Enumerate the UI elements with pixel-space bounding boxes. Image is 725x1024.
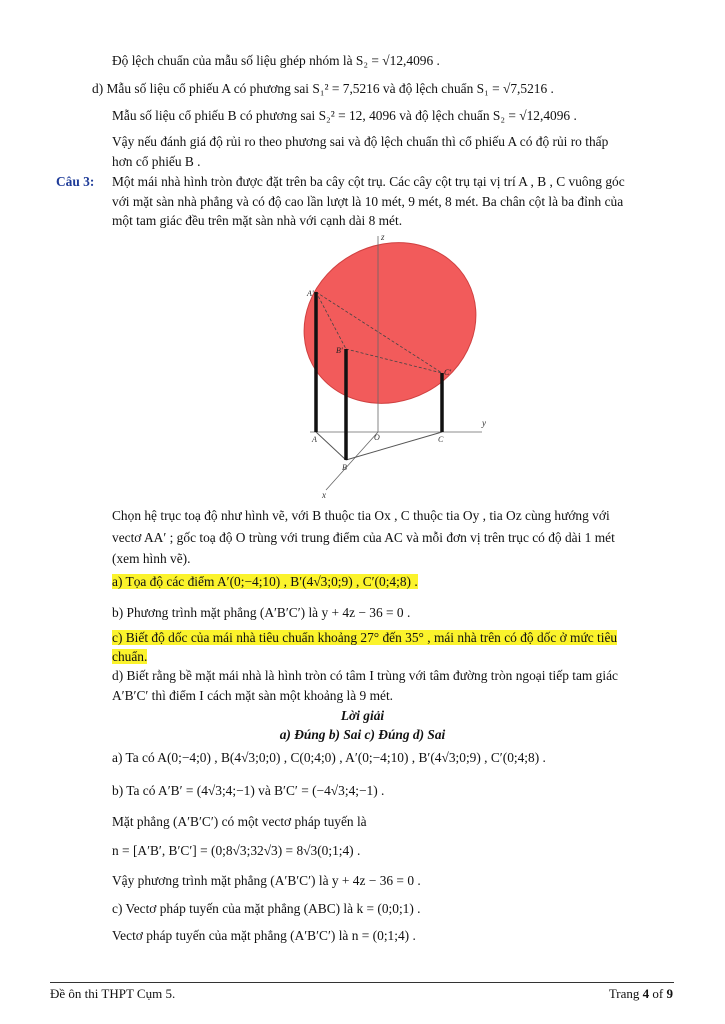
solution-line: b) Ta có A′B′ = (4√3;4;−1) và B′C′ = (−4√3;4;−1) . — [112, 783, 385, 798]
base-edge — [346, 432, 442, 460]
page-number — [609, 986, 673, 1002]
label-a-prime: A' — [307, 289, 314, 298]
solution-title: Lời giải — [340, 708, 385, 723]
text-line: d) Mẫu số liệu cổ phiếu A có phương sai S₁² = 7,5216 và độ lệch chuẩn S₁ = √7,5216 . — [92, 81, 554, 96]
text-line: (xem hình vẽ). — [112, 551, 191, 566]
footer-title: Đề ôn thi THPT Cụm 5. — [50, 986, 176, 1001]
question-text: một tam giác đều trên mặt sàn nhà với cạnh dài 8 mét. — [112, 213, 403, 228]
label-y: y — [482, 418, 486, 428]
text-line: Vậy nếu đánh giá độ rủi ro theo phương sai và độ lệch chuẩn thì cổ phiếu A có độ rủi ro thấp — [112, 134, 609, 149]
page-total: 9 — [666, 986, 673, 1001]
statement-c — [112, 629, 617, 647]
statement-d: d) Biết rằng bề mặt mái nhà là hình tròn có tâm I trùng với tâm đường tròn ngoại tiếp tam giác — [112, 668, 618, 683]
label-b: B — [342, 463, 347, 472]
text-line: hơn cổ phiếu B . — [112, 154, 201, 169]
solution-line: Vậy phương trình mặt phẳng (A′B′C′) là y + 4z − 36 = 0 . — [112, 873, 421, 888]
page-prefix: Trang — [608, 986, 643, 1001]
label-x: x — [322, 490, 326, 500]
statement-b: b) Phương trình mặt phẳng (A′B′C′) là y + 4z − 36 = 0 . — [112, 605, 411, 620]
roof-figure — [270, 228, 500, 503]
statement-a — [112, 573, 418, 591]
text-line: Chọn hệ trục toạ độ như hình vẽ, với B thuộc tia Ox , C thuộc tia Oy , tia Oz cùng hướng với — [112, 508, 610, 523]
question-text: Một mái nhà hình tròn được đặt trên ba cây cột trụ. Các cây cột trụ tại vị trí A , B , C vuông góc — [112, 174, 625, 189]
label-c: C — [438, 435, 444, 444]
question-label: Câu 3: — [56, 174, 95, 189]
text-line: vectơ AA′ ; gốc toạ độ O trùng với trung điểm của AC và mỗi đơn vị trên trục có độ dài 1 mét — [112, 530, 615, 545]
text-line: Mẫu số liệu cổ phiếu B có phương sai S₂² = 12, 4096 và độ lệch chuẩn S₂ = √12,4096 . — [112, 108, 577, 123]
label-z: z — [381, 232, 385, 242]
solution-line: Mặt phẳng (A′B′C′) có một vectơ pháp tuyến là — [112, 814, 367, 829]
statement-c — [112, 648, 147, 666]
statement-d: A′B′C′ thì điểm I cách mặt sàn một khoảng là 9 mét. — [112, 688, 394, 703]
roof-disk — [276, 228, 500, 433]
solution-answers: a) Đúng b) Sai c) Đúng d) Sai — [279, 727, 446, 742]
statement-c-text: c) Biết độ dốc của mái nhà tiêu chuẩn khoảng 27° đến 35° , mái nhà trên có độ dốc ở mức tiêu — [112, 630, 618, 645]
page-of: of — [649, 986, 667, 1001]
footer-divider — [50, 982, 674, 983]
solution-line: Vectơ pháp tuyến của mặt phẳng (A′B′C′) là n = (0;1;4) . — [112, 928, 416, 943]
base-edge — [316, 432, 346, 460]
solution-line: a) Ta có A(0;−4;0) , B(4√3;0;0) , C(0;4;0) , A′(0;−4;10) , B′(4√3;0;9) , C′(0;4;8) . — [112, 750, 546, 765]
x-axis — [326, 432, 378, 490]
page-current: 4 — [642, 986, 650, 1001]
text-line: Độ lệch chuẩn của mẫu số liệu ghép nhóm là S₂ = √12,4096 . — [112, 53, 440, 68]
label-a: A — [312, 435, 317, 444]
solution-line: c) Vectơ pháp tuyến của mặt phẳng (ABC) là k = (0;0;1) . — [112, 901, 421, 916]
question-text: với mặt sàn nhà phẳng và có độ cao lần lượt là 10 mét, 9 mét, 8 mét. Ba chân cột là ba đỉnh của — [112, 194, 624, 209]
solution-line: n = [A′B′, B′C′] = (0;8√3;32√3) = 8√3(0;1;4) . — [112, 843, 361, 858]
statement-a-text: a) Tọa độ các điểm A′(0;−4;10) , B′(4√3;0;9) , C′(0;4;8) . — [112, 574, 418, 589]
label-c-prime: C' — [444, 368, 452, 377]
statement-c-text: chuẩn. — [112, 649, 148, 664]
label-b-prime: B' — [336, 346, 343, 355]
label-o: O — [374, 433, 380, 442]
